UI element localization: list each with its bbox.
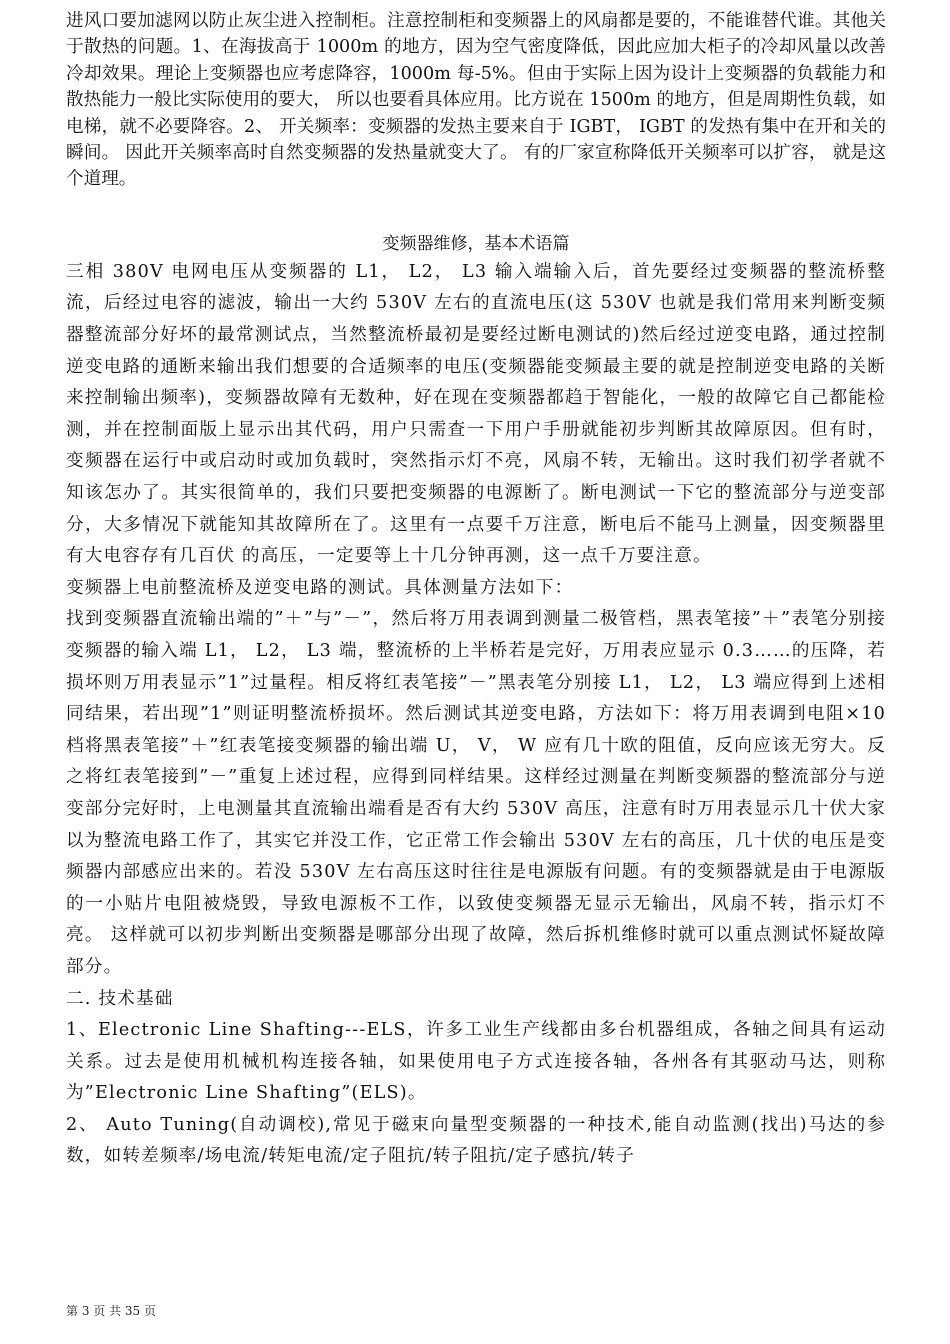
- paragraph-els: 1、Electronic Line Shafting---ELS，许多工业生产线都由多台机器组成，各轴之间具有运动关系。过去是使用机械机构连接各轴，如果使用电子方式连接各轴，各州各有其驱动马达，则称为”Electronic Line Shafting”(ELS)。: [66, 1020, 886, 1104]
- paragraph-test-method: 找到变频器直流输出端的”＋”与”－”，然后将万用表调到测量二极管档，黑表笔接”＋”表笔分别接变频器的输入端 L1， L2， L3 端，整流桥的上半桥若是完好，万用表应显示 0.3……的压降，若损坏则万用表显示”1”过量程。相反将红表笔接”－”黑表笔分别接 L1， L2， L3 端应得到上述相同结果，若出现”1”则证明整流桥损坏。然后测试其逆变电路，方法如下：将万用表调到电阻×10 档将黑表笔接”＋”红表笔接变频器的输出端 U， V， W 应有几十欧的阻值，反向应该无穷大。反之将红表笔接到”－”重复上述过程，应得到同样结果。这样经过测量在判断变频器的整流部分与逆变部分完好时，上电测量其直流输出端看是否有大约 530V 高压，注意有时万用表显示几十伏大家以为整流电路工作了，其实它并没工作，它正常工作会输出 530V 左右的高压，几十伏的电压是变频器内部感应出来的。若没 530V 左右高压这时往往是电源版有问题。有的变频器就是由于电源版的一小贴片电阻被烧毁，导致电源板不工作，以致使变频器无显示无输出，风扇不转，指示灯不亮。 这样就可以初步判断出变频器是哪部分出现了故障，然后拆机维修时就可以重点测试怀疑故障部分。: [66, 609, 886, 977]
- intro-paragraph: 进风口要加滤网以防止灰尘进入控制柜。注意控制柜和变频器上的风扇都是要的，不能谁替代谁。其他关于散热的问题。1、在海拔高于 1000m 的地方，因为空气密度降低，因此应加大柜子的冷却风量以改善冷却效果。理论上变频器也应考虑降容，1000m 每-5%。但由于实际上因为设计上变频器的负载能力和散热能力一般比实际使用的要大， 所以也要看具体应用。比方说在 1500m 的地方，但是周期性负载，如电梯，就不必要降容。2、 开关频率：变频器的发热主要来自于 IGBT， IGBT 的发热有集中在开和关的瞬间。 因此开关频率高时自然变频器的发热量就变大了。 有的厂家宣称降低开关频率可以扩容， 就是这个道理。: [66, 11, 886, 190]
- section-title: 变频器维修，基本术语篇: [382, 233, 570, 254]
- body-section: [66, 257, 886, 1173]
- paragraph-circuit-overview: 三相 380V 电网电压从变频器的 L1， L2， L3 输入端输入后，首先要经过变频器的整流桥整流，后经过电容的滤波，输出一大约 530V 左右的直流电压(这 530V 也就是我们常用来判断变频器整流部分好坏的最常测试点，当然整流桥最初是要经过断电测试的)然后经过逆变电路，通过控制逆变电路的通断来输出我们想要的合适频率的电压(变频器能变频最主要的就是控制逆变电路的关断来控制输出频率)，变频器故障有无数种，好在现在变频器都趋于智能化，一般的故障它自己都能检测，并在控制面版上显示出其代码，用户只需查一下用户手册就能初步判断其故障原因。但有时，变频器在运行中或启动时或加负载时，突然指示灯不亮，风扇不转，无输出。这时我们初学者就不知该怎办了。其实很简单的，我们只要把变频器的电源断了。断电测试一下它的整流部分与逆变部分，大多情况下就能知其故障所在了。这里有一点要千万注意，断电后不能马上测量，因变频器里有大电容存有几百伏 的高压，一定要等上十几分钟再测，这一点千万要注意。: [66, 261, 886, 567]
- paragraph-auto-tuning: 2、 Auto Tuning(自动调校),常见于磁束向量型变频器的一种技术,能自动监测(找出)马达的参数，如转差频率/场电流/转矩电流/定子阻抗/转子阻抗/定子感抗/转子: [66, 1114, 886, 1167]
- section-heading-tech-basics: 二. 技术基础: [66, 988, 174, 1009]
- page-footer: 第 3 页 共 35 页: [66, 1304, 156, 1318]
- intro-section: [66, 8, 886, 193]
- paragraph-test-intro: 变频器上电前整流桥及逆变电路的测试。具体测量方法如下：: [66, 577, 574, 598]
- document-page: [66, 8, 886, 1173]
